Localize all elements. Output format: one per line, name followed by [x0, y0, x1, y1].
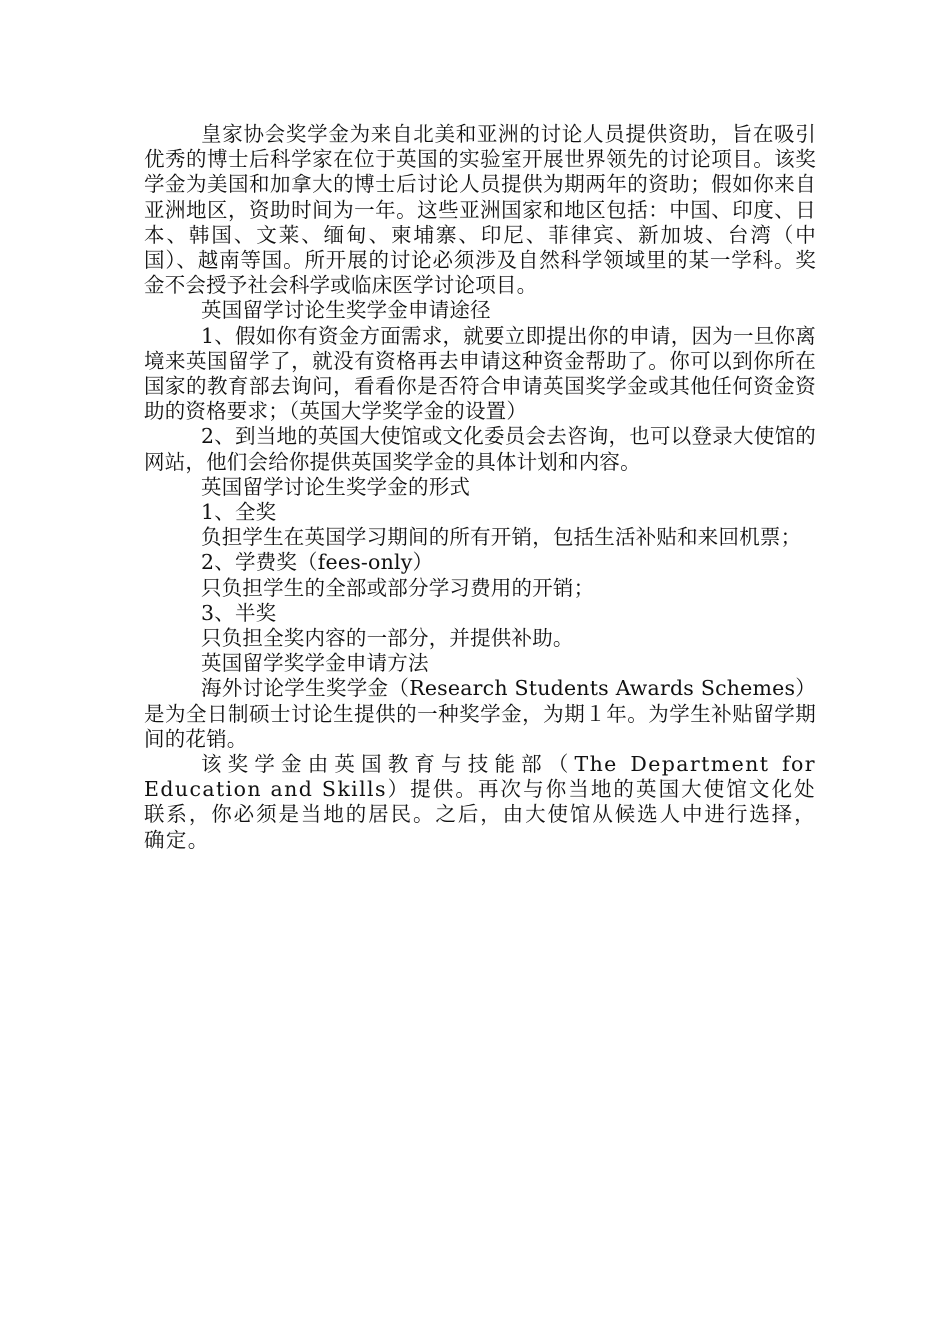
item-full-scholarship: 1、全奖 — [201, 500, 277, 525]
document-body — [144, 122, 816, 853]
paragraph-half-scholarship: 只负担全奖内容的一部分，并提供补助。 — [201, 626, 574, 651]
paragraph-fees-only: 只负担学生的全部或部分学习费用的开销； — [201, 575, 595, 600]
heading-application-routes: 英国留学讨论生奖学金申请途径 — [201, 298, 491, 323]
paragraph-route-1: 1、假如你有资金方面需求，就要立即提出你的申请，因为一旦你离境来英国留学了，就没有资格再去申请这种资金帮助了。你可以到你所在国家的教育部去询问，看看你是否符合申请英国奖学金或其他任何资金资助的资格要求；（英国大学奖学金的设置） — [144, 323, 816, 424]
item-half-scholarship: 3、半奖 — [201, 600, 277, 625]
paragraph-full-scholarship: 负担学生在英国学习期间的所有开销，包括生活补贴和来回机票； — [201, 525, 802, 550]
paragraph-intro: 皇家协会奖学金为来自北美和亚洲的讨论人员提供资助，旨在吸引优秀的博士后科学家在位于英国的实验室开展世界领先的讨论项目。该奖学金为美国和加拿大的博士后讨论人员提供为期两年的资助；假如你来自亚洲地区，资助时间为一年。这些亚洲国家和地区包括：中国、印度、日本、韩国、文莱、缅甸、柬埔寨、印尼、菲律宾、新加坡、台湾（中国）、越南等国。所开展的讨论必须涉及自然科学领域里的某一学科。奖金不会授予社会科学或临床医学讨论项目。 — [144, 122, 816, 298]
paragraph-route-2: 2、到当地的英国大使馆或文化委员会去咨询，也可以登录大使馆的网站，他们会给你提供英国奖学金的具体计划和内容。 — [144, 424, 816, 474]
item-fees-only: 2、学费奖（fees-only） — [201, 550, 434, 575]
paragraph-dfes: 该奖学金由英国教育与技能部（The Department for Education and Skills）提供。再次与你当地的英国大使馆文化处联系，你必须是当地的居民。之后，由大使馆从候选人中进行选择，确定。 — [144, 752, 816, 852]
heading-application-methods: 英国留学奖学金申请方法 — [201, 651, 429, 676]
paragraph-research-awards: 海外讨论学生奖学金（Research Students Awards Schemes）是为全日制硕士讨论生提供的一种奖学金，为期１年。为学生补贴留学期间的花销。 — [144, 676, 816, 751]
heading-scholarship-forms: 英国留学讨论生奖学金的形式 — [201, 474, 471, 499]
